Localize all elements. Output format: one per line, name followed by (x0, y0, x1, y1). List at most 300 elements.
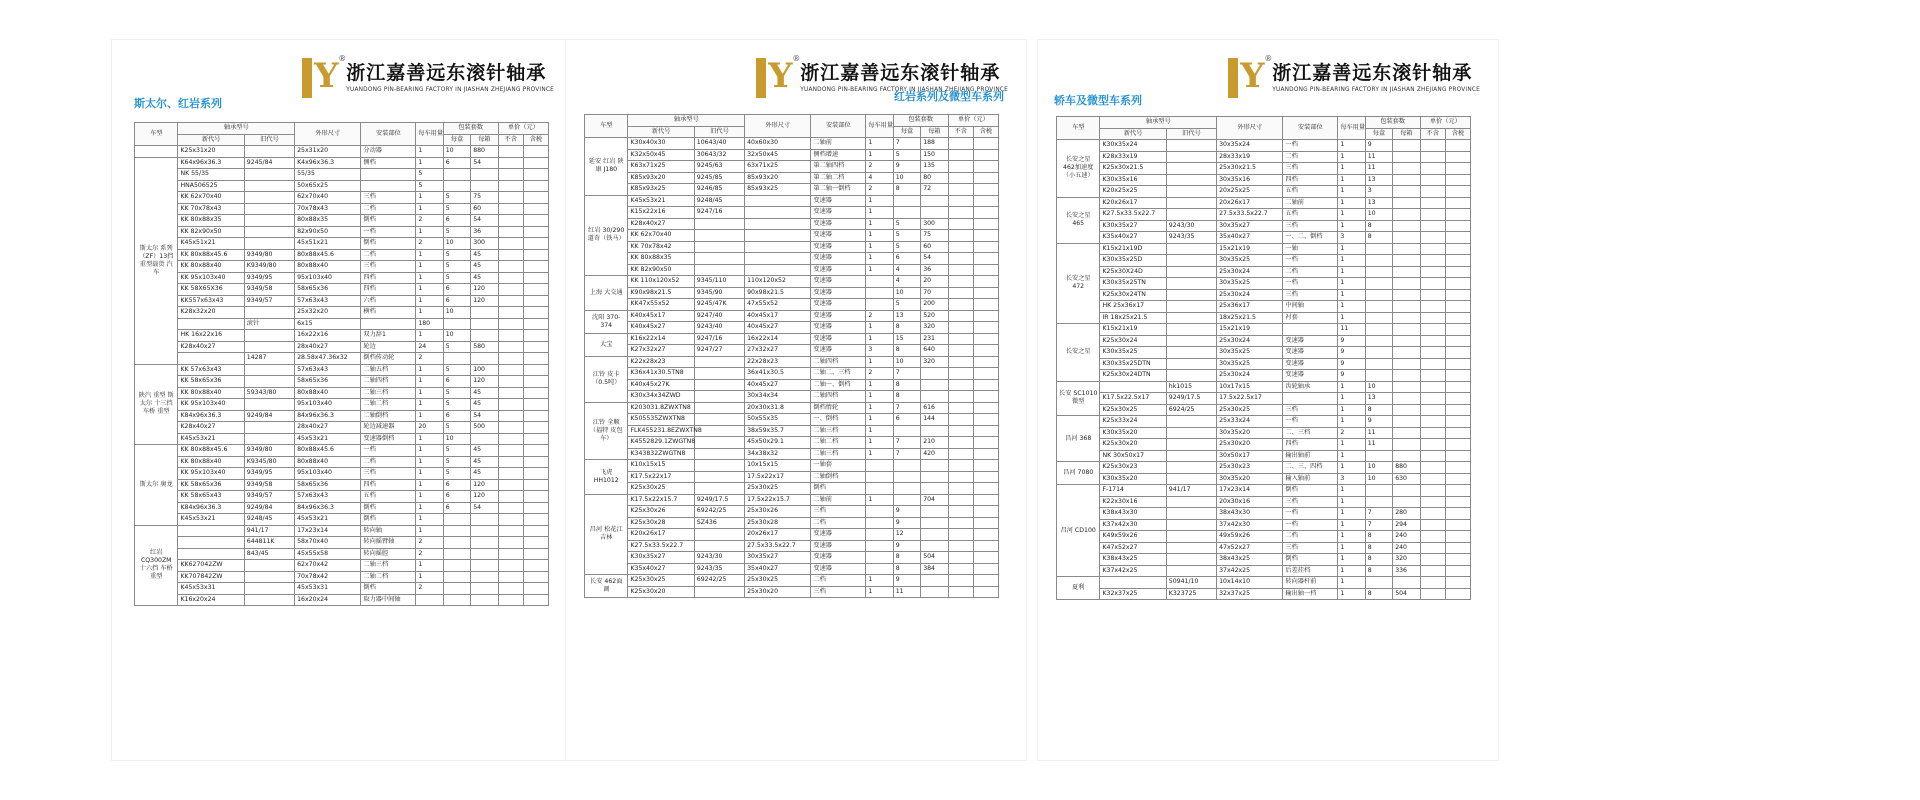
table-cell (948, 333, 973, 345)
table-cell: 20x30x31.8 (745, 402, 811, 414)
table-cell (921, 368, 948, 380)
table-cell (244, 594, 294, 606)
table-cell (973, 276, 998, 288)
table-cell (973, 437, 998, 449)
table-cell: 8 (1365, 404, 1392, 416)
table-cell (973, 517, 998, 529)
table-cell (1393, 496, 1420, 508)
table-cell: K17.5x22.5x17 (1100, 393, 1166, 405)
table-cell: 1 (1338, 163, 1365, 175)
table-cell (471, 583, 498, 595)
table-cell (523, 502, 548, 514)
table-cell: 1 (866, 333, 893, 345)
table-cell: 27x32x27 (745, 345, 811, 357)
table-cell: 30x35x20 (1217, 427, 1283, 439)
table-cell: 6 (443, 284, 470, 296)
table-cell: 1 (866, 425, 893, 437)
table-cell: 8 (893, 379, 920, 391)
table-cell (178, 353, 244, 365)
table-cell (471, 180, 498, 192)
table-cell: IR 18x25x21.5 (1100, 312, 1166, 324)
table-cell (471, 560, 498, 572)
table-row (1057, 496, 1471, 508)
table-row (585, 540, 999, 552)
table-cell: 85x93x25 (745, 184, 811, 196)
table-cell: K15x21x19D (1100, 243, 1166, 255)
table-cell (973, 483, 998, 495)
table-cell: K28x32x20 (178, 307, 244, 319)
table-row (135, 272, 549, 284)
table-cell (498, 525, 523, 537)
table-cell (973, 322, 998, 334)
table-cell: 843/45 (244, 548, 294, 560)
table-cell: 1 (866, 356, 893, 368)
table-row (1057, 301, 1471, 313)
table-row (135, 410, 549, 422)
table-cell (921, 460, 948, 472)
table-cell: 4 (893, 264, 920, 276)
table-header: 新代号 (178, 134, 244, 146)
table-row (585, 138, 999, 150)
table-cell (1166, 542, 1216, 554)
table-cell: 11 (1365, 439, 1392, 451)
table-cell: 25x30x20 (1217, 439, 1283, 451)
table-cell (1445, 255, 1470, 267)
table-cell: 95x103x40 (295, 272, 361, 284)
table-cell: 二档 (811, 517, 866, 529)
table-cell (1393, 439, 1420, 451)
table-cell: 17.5x22x15.7 (745, 494, 811, 506)
table-cell: 630 (1393, 473, 1420, 485)
table-cell: 40x45x27 (745, 379, 811, 391)
table-cell: 三档 (1283, 289, 1338, 301)
table-cell: K22x28x23 (628, 356, 694, 368)
vehicle-group-cell: 江铃 全顺（福特 皮包车） (585, 402, 628, 460)
table-cell (523, 249, 548, 261)
table-cell (973, 218, 998, 230)
table-cell: 7 (893, 402, 920, 414)
table-cell: K25x30x24 (1100, 335, 1166, 347)
table-cell: K63x71x25 (628, 161, 694, 173)
table-cell: 1 (416, 330, 443, 342)
table-cell: KK 58X65X36 (178, 284, 244, 296)
table-cell: 10x14x10 (1217, 577, 1283, 589)
table-cell: 45 (471, 387, 498, 399)
table-cell (244, 226, 294, 238)
table-cell: 1 (1338, 496, 1365, 508)
table-cell: KK 57x63x43 (178, 364, 244, 376)
table-cell: 1 (1338, 450, 1365, 462)
table-cell: 27.5x33.5x22.7 (1217, 209, 1283, 221)
table-cell: KK 110x120x52 (628, 276, 694, 288)
table-cell: K343832ZWGTN8 (628, 448, 694, 460)
table-cell: 五档 (1283, 209, 1338, 221)
table-cell (471, 307, 498, 319)
table-cell: 28x40x27 (295, 422, 361, 434)
table-cell (1420, 220, 1445, 232)
table-row (135, 192, 549, 204)
table-cell: 20x25x25 (1217, 186, 1283, 198)
table-cell: 9 (1365, 416, 1392, 428)
table-cell: 80x88x40 (295, 456, 361, 468)
table-header: 每箱 (921, 126, 948, 138)
table-cell: 变速器 (811, 563, 866, 575)
table-cell: 1 (866, 575, 893, 587)
vehicle-group-cell: 延安 红岩 陕康 J180 (585, 138, 628, 196)
table-cell: 1 (1338, 439, 1365, 451)
table-header: 车型 (585, 115, 628, 138)
table-cell (178, 537, 244, 549)
table-cell: 1 (416, 295, 443, 307)
table-cell: 5 (416, 180, 443, 192)
table-cell: 二档 (1283, 266, 1338, 278)
table-cell: 变速器 (1283, 358, 1338, 370)
table-cell (523, 422, 548, 434)
table-cell (973, 402, 998, 414)
table-cell: K27.5x33.5x22.7 (628, 540, 694, 552)
table-cell: 1 (1338, 197, 1365, 209)
table-cell: 45 (471, 249, 498, 261)
table-row (135, 537, 549, 549)
table-cell: K85x93x25 (628, 184, 694, 196)
table-cell (1420, 243, 1445, 255)
table-cell: 变速器 (1283, 335, 1338, 347)
table-cell: K84x96x36.3 (178, 502, 244, 514)
table-cell: 57x63x43 (295, 491, 361, 503)
table-cell: 1 (416, 203, 443, 215)
table-cell: 二轴三档 (361, 560, 416, 572)
table-cell: 一、倒档 (811, 414, 866, 426)
table-cell: K15x22x16 (628, 207, 694, 219)
vehicle-group-cell: 长安之星 462加速度（小五速） (1057, 140, 1100, 198)
table-cell: K38x43x25 (1100, 554, 1166, 566)
table-cell: KK 58x65x36 (178, 479, 244, 491)
table-cell: 25x30x24 (1217, 335, 1283, 347)
table-cell (1445, 427, 1470, 439)
table-cell: 9 (893, 575, 920, 587)
table-cell: 六档 (361, 295, 416, 307)
table-cell: 衬套 (1283, 312, 1338, 324)
table-row (135, 330, 549, 342)
table-cell: 1 (1338, 220, 1365, 232)
table-cell (1166, 266, 1216, 278)
table-cell: 10x15x15 (745, 460, 811, 472)
table-cell (973, 448, 998, 460)
table-cell: 25x30x24 (1217, 289, 1283, 301)
table-cell (948, 517, 973, 529)
table-cell (1365, 255, 1392, 267)
table-row (135, 594, 549, 606)
table-cell: 变速器 (811, 264, 866, 276)
table-cell (1393, 404, 1420, 416)
table-cell: K25x33x24 (1100, 416, 1166, 428)
table-cell (948, 586, 973, 598)
table-header: 含税 (973, 126, 998, 138)
table-header: 每盒 (1365, 128, 1392, 140)
table-cell: 30x35x25 (1217, 347, 1283, 359)
table-row (135, 583, 549, 595)
table-row (585, 586, 999, 598)
table-cell: 1 (1338, 278, 1365, 290)
table-cell (1393, 266, 1420, 278)
table-cell: 1 (416, 272, 443, 284)
table-cell: 7 (893, 368, 920, 380)
table-cell: 100 (471, 364, 498, 376)
table-cell (443, 537, 470, 549)
table-cell (1393, 347, 1420, 359)
table-row (585, 506, 999, 518)
table-cell (523, 433, 548, 445)
table-cell: 1 (1338, 404, 1365, 416)
table-cell: 10 (893, 287, 920, 299)
table-cell (948, 506, 973, 518)
table-cell: K45x53x21 (178, 433, 244, 445)
table-cell: 1 (416, 514, 443, 526)
table-cell: 二轴三档 (811, 425, 866, 437)
table-cell: 1 (416, 468, 443, 480)
table-cell: 5 (893, 241, 920, 253)
vehicle-group-cell: 长安 462面调 (585, 575, 628, 598)
table-row (135, 146, 549, 158)
table-cell: 54 (471, 215, 498, 227)
table-cell (948, 218, 973, 230)
table-cell (498, 468, 523, 480)
table-cell (694, 586, 744, 598)
table-cell (498, 456, 523, 468)
company-name: 浙江嘉善远东滚针轴承 (800, 62, 1001, 84)
table-cell: 6 (443, 215, 470, 227)
table-cell: KK 62x70x40 (628, 230, 694, 242)
table-cell (1393, 209, 1420, 221)
table-header: 旧代号 (694, 126, 744, 138)
table-cell (523, 203, 548, 215)
table-cell (1420, 358, 1445, 370)
table-cell (1420, 439, 1445, 451)
table-cell (1445, 381, 1470, 393)
table-row (135, 284, 549, 296)
table-cell: 8 (893, 563, 920, 575)
table-cell (1445, 335, 1470, 347)
table-cell: 1 (1338, 255, 1365, 267)
table-cell (1393, 416, 1420, 428)
table-cell: 520 (921, 310, 948, 322)
table-cell: 1 (1338, 508, 1365, 520)
table-cell (973, 310, 998, 322)
table-cell: 6 (443, 295, 470, 307)
table-cell: 二、三档 (1283, 427, 1338, 439)
table-cell: 30x35x27 (745, 552, 811, 564)
table-cell (948, 425, 973, 437)
table-cell: 150 (921, 149, 948, 161)
table-cell (498, 410, 523, 422)
table-cell: 取力器中间轴 (361, 594, 416, 606)
table-cell (1166, 301, 1216, 313)
table-cell: 侧档增速 (811, 149, 866, 161)
table-cell: K45x53x31 (178, 583, 244, 595)
table-cell: 5 (893, 299, 920, 311)
table-cell (921, 575, 948, 587)
table-cell (1420, 289, 1445, 301)
table-cell (1365, 496, 1392, 508)
table-cell: 二档 (811, 575, 866, 587)
table-cell: 34x38x32 (745, 448, 811, 460)
table-cell (498, 376, 523, 388)
table-cell: 38x43x25 (1217, 554, 1283, 566)
table-cell: 500 (471, 422, 498, 434)
table-cell: 504 (921, 552, 948, 564)
table-cell: KK 58x65x43 (178, 491, 244, 503)
table-cell: 1 (1338, 542, 1365, 554)
vehicle-group-cell: 斯太尔 系列（ZF）13挡 重型载货 汽车 (135, 157, 178, 364)
table-cell: 70x78x43 (295, 203, 361, 215)
table-cell (443, 318, 470, 330)
table-cell: 9 (893, 506, 920, 518)
table-cell (1420, 140, 1445, 152)
table-header: 旧代号 (244, 134, 294, 146)
table-cell: 5 (443, 261, 470, 273)
table-row (585, 368, 999, 380)
table-cell (1420, 473, 1445, 485)
table-cell: NK 55/35 (178, 169, 244, 181)
table-cell: K40x45x27K (628, 379, 694, 391)
table-cell (498, 387, 523, 399)
table-cell (694, 230, 744, 242)
table-cell: 10 (1365, 473, 1392, 485)
table-cell (1365, 301, 1392, 313)
table-cell: 倒档 (361, 215, 416, 227)
table-cell: 8 (1365, 531, 1392, 543)
table-cell: 63x71x25 (745, 161, 811, 173)
table-cell: 5 (443, 422, 470, 434)
table-header: 每箱 (1393, 128, 1420, 140)
table-cell (745, 253, 811, 265)
table-cell: 20x30x16 (1217, 496, 1283, 508)
table-cell (948, 287, 973, 299)
table-cell: 转向轴 (361, 525, 416, 537)
table-cell (498, 272, 523, 284)
table-cell (523, 295, 548, 307)
vehicle-group-cell: 昌河 368 (1057, 416, 1100, 462)
table-cell (1166, 151, 1216, 163)
table-cell: 69242/25 (694, 575, 744, 587)
vehicle-group-cell: 斯太尔 奥龙 (135, 445, 178, 526)
table-cell: 110x120x52 (745, 276, 811, 288)
table-cell: 10 (1365, 381, 1392, 393)
table-cell: 五档 (1283, 186, 1338, 198)
table-cell: 25x30x25 (1217, 404, 1283, 416)
table-cell (1420, 416, 1445, 428)
table-cell: 1 (1338, 381, 1365, 393)
table-cell: K10x15x15 (628, 460, 694, 472)
table-cell: 45 (471, 261, 498, 273)
table-cell (498, 399, 523, 411)
table-cell (1420, 588, 1445, 600)
table-cell: 二轴前 (1283, 197, 1338, 209)
table-header: 外形尺寸 (295, 123, 361, 146)
table-cell (1445, 358, 1470, 370)
table-row (1057, 577, 1471, 589)
table-cell: 9 (1338, 335, 1365, 347)
table-cell (948, 322, 973, 334)
table-row (135, 318, 549, 330)
table-header: 每盒 (443, 134, 470, 146)
table-cell (1445, 531, 1470, 543)
table-cell (948, 184, 973, 196)
table-cell (866, 299, 893, 311)
table-cell (523, 157, 548, 169)
table-cell: 16x22x14 (745, 333, 811, 345)
table-cell (523, 387, 548, 399)
table-cell: 变速器 (1283, 347, 1338, 359)
table-cell: 69242/25 (694, 506, 744, 518)
table-cell: K9345/80 (244, 456, 294, 468)
table-cell: 倒档 (361, 238, 416, 250)
table-cell (1445, 278, 1470, 290)
table-cell (694, 253, 744, 265)
table-cell: 变速器 (811, 195, 866, 207)
table-cell (244, 399, 294, 411)
table-cell: K30x35x16 (1100, 174, 1166, 186)
table-cell: 三档 (361, 468, 416, 480)
table-cell: 1 (416, 399, 443, 411)
table-cell (443, 525, 470, 537)
table-row (135, 433, 549, 445)
table-cell: 13 (1365, 197, 1392, 209)
table-cell: 1 (416, 146, 443, 158)
table-cell (921, 471, 948, 483)
table-cell: 变速器 (811, 207, 866, 219)
table-cell (973, 241, 998, 253)
table-cell: 二档 (361, 456, 416, 468)
table-cell (1166, 312, 1216, 324)
table-cell (973, 264, 998, 276)
table-cell: 120 (471, 491, 498, 503)
table-row (585, 517, 999, 529)
table-header: 安装部位 (811, 115, 866, 138)
table-cell (244, 307, 294, 319)
table-row (585, 195, 999, 207)
table-row (1057, 485, 1471, 497)
table-cell (948, 402, 973, 414)
table-cell: 1 (416, 376, 443, 388)
table-cell: 6 (443, 376, 470, 388)
table-cell: 二轴三档 (811, 448, 866, 460)
table-cell: 一档 (1283, 508, 1338, 520)
table-row (1057, 163, 1471, 175)
table-cell (1166, 255, 1216, 267)
table-cell: 7 (893, 138, 920, 150)
table-cell: 变速器倒档 (361, 433, 416, 445)
table-cell (1445, 174, 1470, 186)
table-header: 包装套数 (1365, 117, 1420, 129)
table-cell: 1 (1338, 565, 1365, 577)
table-cell: 9349/80 (244, 249, 294, 261)
table-cell (948, 276, 973, 288)
vehicle-group-cell: 昌河 7080 (1057, 462, 1100, 485)
table-row (1057, 243, 1471, 255)
table-cell: 30x50x17 (1217, 450, 1283, 462)
table-cell: 144 (921, 414, 948, 426)
table-cell: 45x55x58 (295, 548, 361, 560)
table-cell: 10x17x15 (1217, 381, 1283, 393)
table-cell: 1 (1338, 416, 1365, 428)
table-row (135, 502, 549, 514)
table-cell: 二轴倒档 (361, 410, 416, 422)
table-row (135, 203, 549, 215)
vehicle-group-cell: 陕汽 重型 斯太尔 十三挡 车桥 重型 (135, 364, 178, 445)
table-cell (694, 218, 744, 230)
table-header: 不含 (1420, 128, 1445, 140)
